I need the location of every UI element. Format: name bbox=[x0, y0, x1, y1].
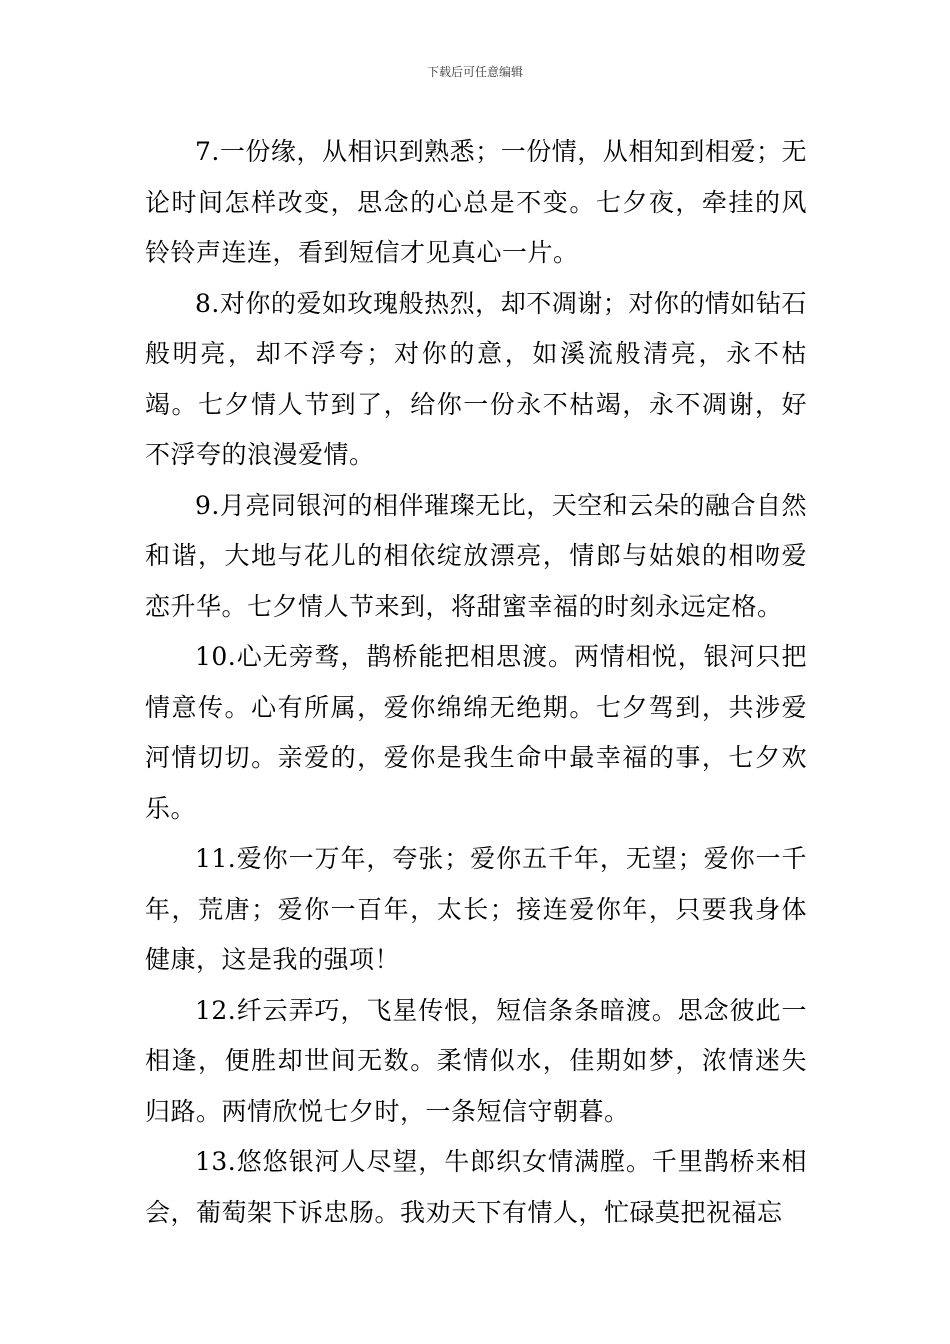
document-body bbox=[145, 127, 807, 1238]
paragraph-12: 12.纤云弄巧，飞星传恨，短信条条暗渡。思念彼此一相逢，便胜却世间无数。柔情似水，佳期如梦，浓情迷失归路。两情欣悦七夕时，一条短信守朝暮。 bbox=[145, 995, 807, 1126]
paragraph-11: 11.爱你一万年，夸张；爱你五千年，无望；爱你一千年，荒唐；爱你一百年，太长；接连爱你年，只要我身体健康，这是我的强项！ bbox=[145, 844, 807, 974]
paragraph-7: 7.一份缘，从相识到熟悉；一份情，从相知到相爱；无论时间怎样改变，思念的心总是不变。七夕夜，牵挂的风铃铃声连连，看到短信才见真心一片。 bbox=[145, 137, 807, 267]
paragraph-9: 9.月亮同银河的相伴璀璨无比，天空和云朵的融合自然和谐，大地与花儿的相依绽放漂亮，情郎与姑娘的相吻爱恋升华。七夕情人节来到，将甜蜜幸福的时刻永远定格。 bbox=[145, 490, 807, 621]
page-header-note: 下载后可任意编辑 bbox=[426, 65, 523, 79]
paragraph-8: 8.对你的爱如玫瑰般热烈，却不凋谢；对你的情如钻石般明亮，却不浮夸；对你的意，如溪流般清亮，永不枯竭。七夕情人节到了，给你一份永不枯竭，永不凋谢，好不浮夸的浪漫爱情。 bbox=[145, 288, 807, 469]
paragraph-13: 13.悠悠银河人尽望，牛郎织女情满膛。千里鹊桥来相会，葡萄架下诉忠肠。我劝天下有情人，忙碌莫把祝福忘 bbox=[145, 1147, 807, 1227]
paragraph-10: 10.心无旁骛，鹊桥能把相思渡。两情相悦，银河只把情意传。心有所属，爱你绵绵无绝期。七夕驾到，共涉爱河情切切。亲爱的，爱你是我生命中最幸福的事，七夕欢乐。 bbox=[145, 642, 807, 823]
